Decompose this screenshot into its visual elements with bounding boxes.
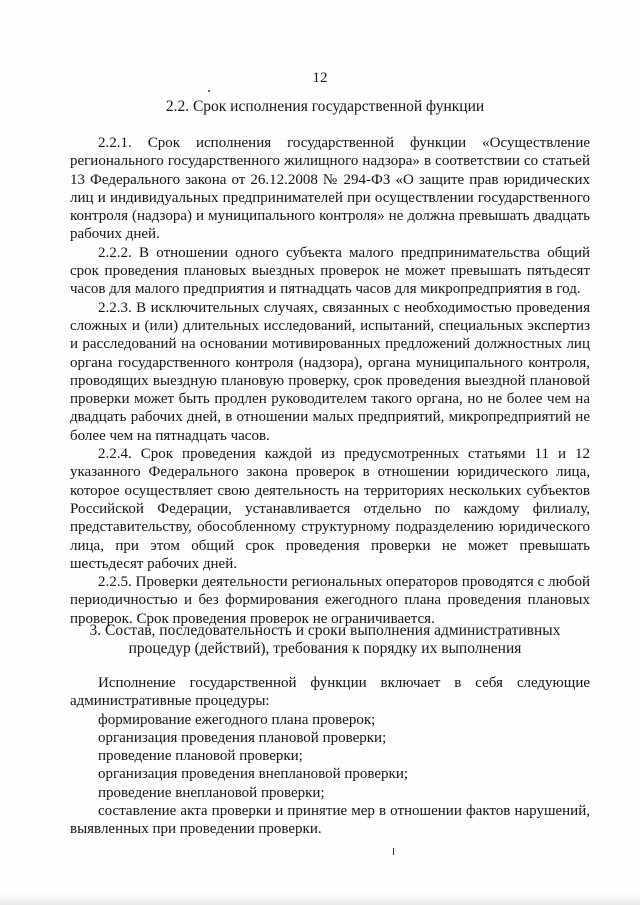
paragraph-2-2-5: 2.2.5. Проверки деятельности региональных операторов проводятся с любой периодичностью и без формирования ежегодного плана проведения плановых проверок. Срок проведения проверок не ограничивается. [70,574,590,627]
section-3-intro: Исполнение государственной функции включает в себя следующие административные процедуры: [70,675,590,710]
paragraph-2-2-2: 2.2.2. В отношении одного субъекта малого предпринимательства общий срок проведения плановых выездных проверок не может превышать пятьдесят часов для малого предприятия и пятнадцать часов для микропредприятия в год. [70,244,590,298]
scan-speck [393,848,394,855]
section-2-2-heading: 2.2. Срок исполнения государственной функции [165,98,485,115]
section-3-heading [60,622,590,658]
scan-speck [208,90,210,92]
page-number: 12 [312,70,328,86]
procedure-item: формирование ежегодного плана проверок; [98,711,376,728]
scan-bottom-edge [0,893,640,905]
procedure-item: составление акта проверки и принятие мер в отношении фактов нарушений, выявленных при проведении проверки. [70,803,590,838]
procedure-item: проведение плановой проверки; [98,748,303,765]
section-3-heading-line-2: процедур (действий), требования к порядку их выполнения [128,640,522,657]
section-3-body [70,674,590,839]
procedure-item: организация проведения плановой проверки; [98,729,387,746]
procedure-item: проведение внеплановой проверки; [98,784,325,801]
section-2-2-body [70,134,590,628]
paragraph-2-2-1: 2.2.1. Срок исполнения государственной функции «Осуществление регионального государственного жилищного надзора» в соответствии со статьей 13 Федерального закона от 26.12.2008 № 294-ФЗ «О защите прав юридических лиц и индивидуальных предпринимателей при осуществлении государственного контроля (надзора) и муниципального контроля» не должна превышать двадцать рабочих дней. [70,135,590,243]
procedure-item: организация проведения внеплановой проверки; [98,766,409,783]
paragraph-2-2-4: 2.2.4. Срок проведения каждой из предусмотренных статьями 11 и 12 указанного Федерального закона проверок в отношении юридического лица, которое осуществляет свою деятельность на территориях нескольких субъектов Российской Федерации, устанавливается отдельно по каждому филиалу, представительству, обособленному структурному подразделению юридического лица, при этом общий срок проведения проверки не может превышать шестьдесят рабочих дней. [70,446,590,572]
paragraph-2-2-3: 2.2.3. В исключительных случаях, связанных с необходимостью проведения сложных и (или) длительных исследований, испытаний, специальных экспертиз и расследований на основании мотивированных предложений должностных лиц органа государственного контроля (надзора), органа муниципального контроля, проводящих выездную плановую проверку, срок проведения выездной плановой проверки может быть продлен руководителем такого органа, но не более чем на двадцать рабочих дней, в отношении малых предприятий, микропредприятий не более чем на пятнадцать часов. [70,299,590,444]
section-3-heading-line-1: 3. Состав, последовательность и сроки выполнения административных [89,622,561,639]
